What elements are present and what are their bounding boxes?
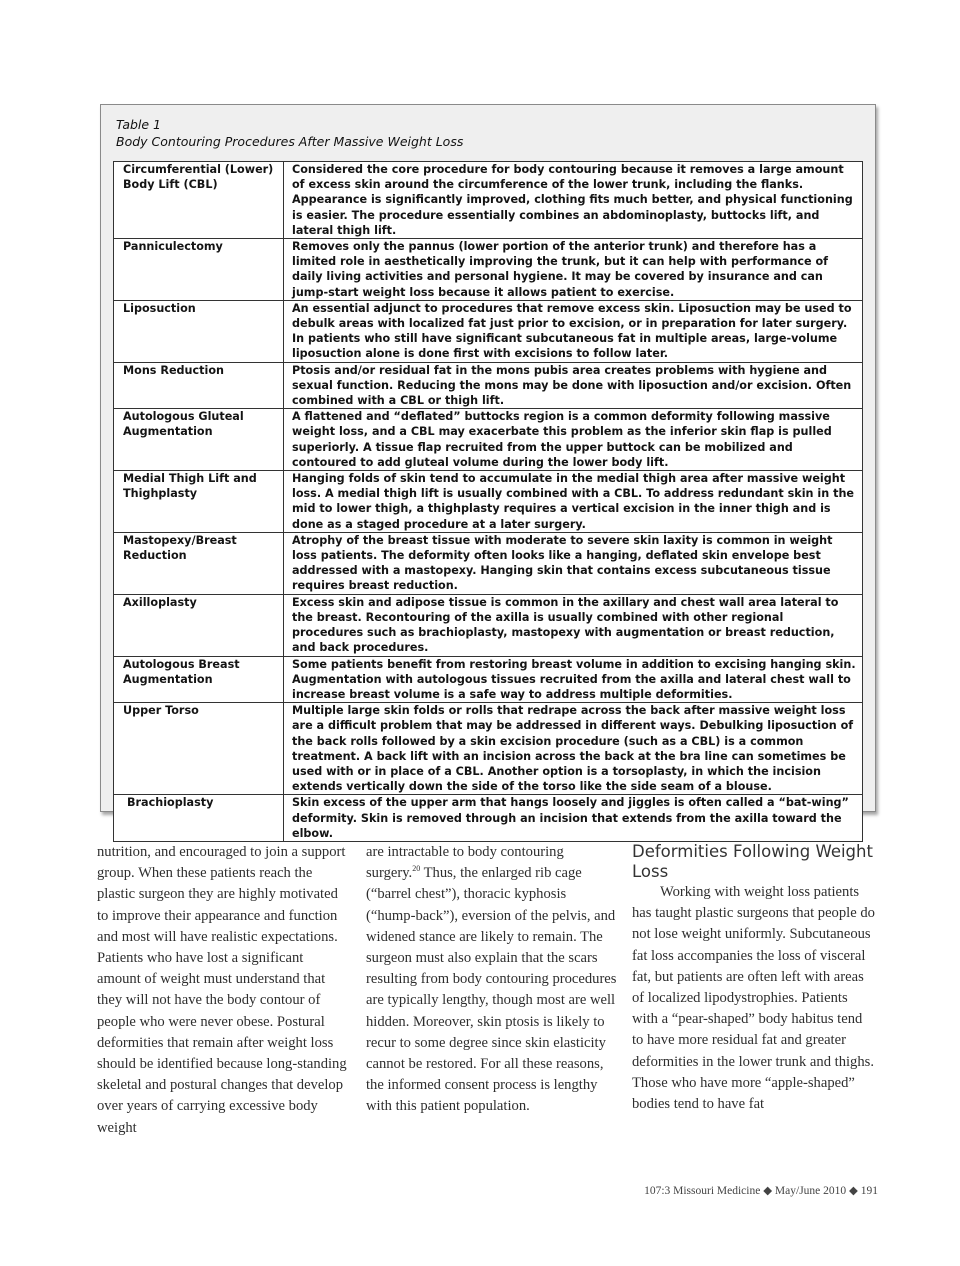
table-row <box>114 471 863 533</box>
reference-number: 20 <box>412 864 421 874</box>
table-row <box>114 239 863 301</box>
table-row <box>114 703 863 795</box>
procedure-description: Some patients benefit from restoring breast volume in addition to excising hanging skin. Augmentation with autologous tissues recruited from the axilla and lateral chest wall to increase breast volume is a safe way to address multiple deformities. <box>284 656 863 703</box>
procedure-name: Mastopexy/Breast Reduction <box>114 532 284 594</box>
procedure-description: Ptosis and/or residual fat in the mons pubis area creates problems with hygiene and sexual function. Reducing the mons may be done with liposuction and/or excision. Often combined with a CBL or thigh lift. <box>284 362 863 409</box>
procedure-name: Axilloplasty <box>114 594 284 656</box>
table-row <box>114 300 863 362</box>
procedure-description: Atrophy of the breast tissue with moderate to severe skin laxity is common in weight loss patients. The deformity often looks like a hanging, deflated skin envelope best addressed with a mastopexy. Hanging skin that contains excess subcutaneous tissue requires breast reduction. <box>284 532 863 594</box>
procedure-name: Autologous Gluteal Augmentation <box>114 409 284 471</box>
procedure-description: A flattened and “deflated” buttocks region is a common deformity following massive weight loss, and a CBL may exacerbate this problem as the inferior skin flap is pulled superiorly. A tissue flap recruited from the upper buttock can be mobilized and contoured to add gluteal volume during the lower body lift. <box>284 409 863 471</box>
page-footer: 107:3 Missouri Medicine ◆ May/June 2010 ◆ 191 <box>644 1185 878 1197</box>
procedure-description: An essential adjunct to procedures that remove excess skin. Liposuction may be used to debulk areas with localized fat just prior to excision, or in preparation for later surgery. In patients who still have significant subcutaneous fat in multiple areas, large-volume liposuction alone is done first with excisions to follow later. <box>284 300 863 362</box>
table-caption <box>116 116 463 150</box>
table-row <box>114 532 863 594</box>
body-column-3 <box>632 842 876 1115</box>
body-paragraph: Working with weight loss patients has taught plastic surgeons that people do not lose weight uniformly. Subcutaneous fat loss accompanies the loss of visceral fat, but patients are often left with areas of localized lipodystrophies. Patients with a “pear-shaped” body habitus tend to have more residual fat and greater deformities in the lower trunk and thighs. Those who have more “apple-shaped” bodies tend to have fat <box>632 884 875 1113</box>
table-row <box>114 409 863 471</box>
procedure-name: Medial Thigh Lift and Thighplasty <box>114 471 284 533</box>
table-label: Table 1 <box>116 117 162 132</box>
procedure-name: Autologous Breast Augmentation <box>114 656 284 703</box>
procedure-name: Circumferential (Lower) Body Lift (CBL) <box>114 162 284 239</box>
table-row <box>114 362 863 409</box>
body-text: Thus, the enlarged rib cage (“barrel chest”), thoracic kyphosis (“hump-back”), eversion of the pelvis, and widened stance are likely to remain. The surgeon must also explain that the scars resulting from body contouring procedures are typically lengthy, though most are well hidden. Moreover, skin ptosis is likely to recur to some degree since skin elasticity cannot be restored. For all these reasons, the informed consent process is lengthy with this patient population. <box>366 865 617 1115</box>
procedures-table <box>113 161 863 842</box>
procedure-name: Panniculectomy <box>114 239 284 301</box>
table-row <box>114 162 863 239</box>
procedure-description: Skin excess of the upper arm that hangs loosely and jiggles is often called a “bat-wing” deformity. Skin is removed through an incision that extends from the axilla toward the elbow. <box>284 795 863 842</box>
procedure-name: Brachioplasty <box>114 795 284 842</box>
body-column-1 <box>97 842 349 1139</box>
procedure-name: Upper Torso <box>114 703 284 795</box>
table-row <box>114 656 863 703</box>
procedure-description: Excess skin and adipose tissue is common in the axillary and chest wall area lateral to the breast. Recontouring of the axilla is usually combined with other regional procedures such as brachioplasty, mastopexy with augmentation or breast reduction, and back procedures. <box>284 594 863 656</box>
table-row <box>114 594 863 656</box>
table-row <box>114 795 863 842</box>
procedure-description: Removes only the pannus (lower portion of the anterior trunk) and therefore has a limited role in aesthetically improving the trunk, but it can help with performance of daily living activities and personal hygiene. It may be covered by insurance and can jump-start weight loss because it allows patient to exercise. <box>284 239 863 301</box>
body-column-2 <box>366 842 618 1118</box>
procedure-name: Liposuction <box>114 300 284 362</box>
procedure-name: Mons Reduction <box>114 362 284 409</box>
body-paragraph <box>366 842 618 1118</box>
procedure-description: Considered the core procedure for body contouring because it removes a large amount of excess skin around the circumference of the lower trunk, including the flanks. Appearance is significantly improved, clothing fits much better, and physical functioning is easier. The procedure essentially combines an abdominoplasty, buttocks lift, and lateral thigh lift. <box>284 162 863 239</box>
procedure-description: Hanging folds of skin tend to accumulate in the medial thigh area after massive weight loss. A medial thigh lift is usually combined with a CBL. To address redundant skin in the mid to lower thigh, a thighplasty requires a vertical excision in the inner thigh and is done as a staged procedure at a later surgery. <box>284 471 863 533</box>
body-text: are intractable to body contouring surgery. <box>366 844 564 882</box>
section-heading: Deformities Following Weight Loss <box>632 842 873 881</box>
table-title: Body Contouring Procedures After Massive Weight Loss <box>116 134 464 149</box>
body-paragraph: nutrition, and encouraged to join a support group. When these patients reach the plastic surgeon they are highly motivated to improve their appearance and function and most will have realistic expectations. Patients who have lost a significant amount of weight must understand that they will not have the body contour of people who were never obese. Postural deformities that remain after weight loss should be identified because long-standing skeletal and postural changes that develop over years of carrying excessive body weight <box>97 844 347 1136</box>
table-1-box <box>100 104 876 840</box>
procedure-description: Multiple large skin folds or rolls that redrape across the back after massive weight loss are a difficult problem that may be addressed in different ways. Debulking liposuction of the back rolls followed by a skin excision procedure (such as a CBL) is a common treatment. A back lift with an incision across the back at the bra line can sometimes be used with or in place of a CBL. Another option is a torsoplasty, in which the incision extends vertically down the side of the torso like the side seam of a blouse. <box>284 703 863 795</box>
